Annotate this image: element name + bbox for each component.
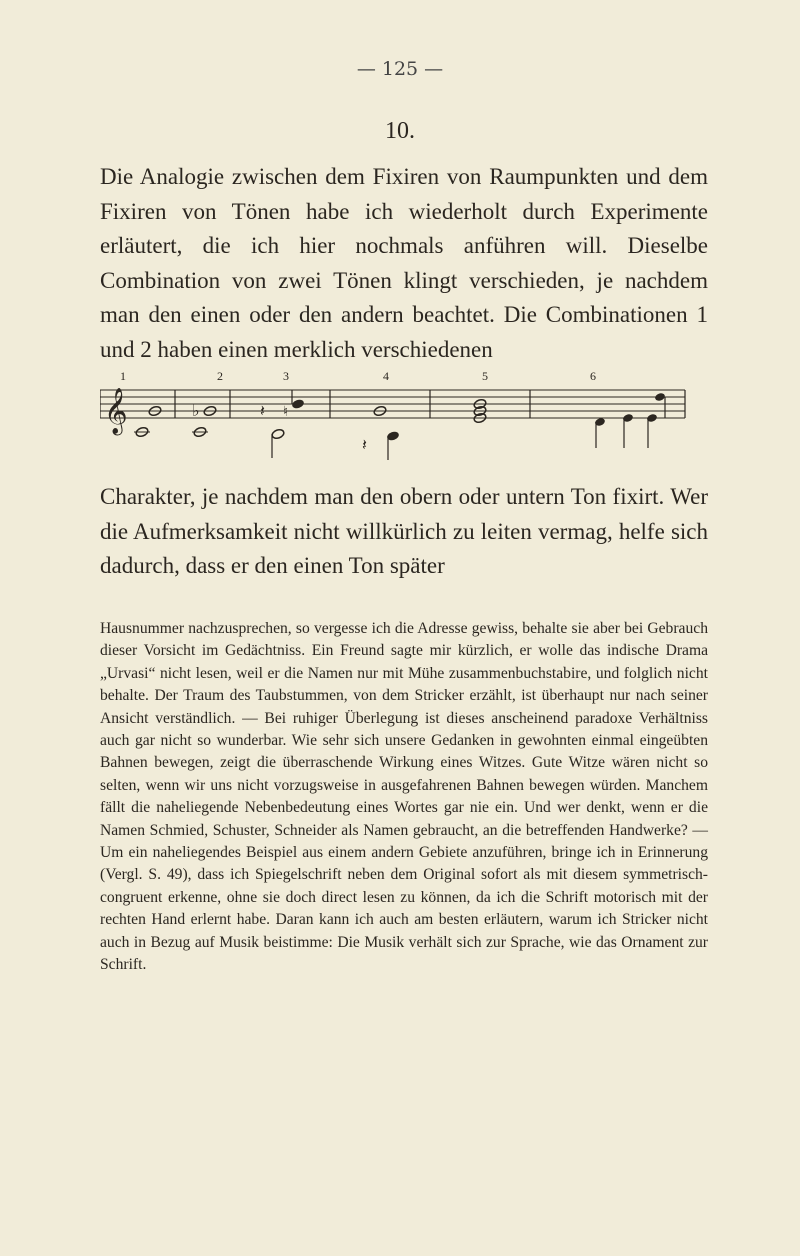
music-example — [100, 360, 720, 470]
footnote-text: Hausnummer nachzusprechen, so vergesse ich die Adresse gewiss, behalte sie aber bei Gebrauch dieser Vorsicht im Gedächtniss. Ein Freund sagte mir kürzlich, er wolle das indische Drama „Urvasi“ nicht lesen, weil er die Namen nur mit Mühe zusammenbuchstabire, und folglich nicht behalte. Der Traum des Taubstummen, von dem Stricker erzählt, ist überhaupt nur nach seiner Ansicht verständlich. — Bei ruhiger Überlegung ist dieses anscheinend paradoxe Verhältniss auch gar nicht so wunderbar. Wie sehr sich unsere Gedanken in gewohnten einmal eingeübten Bahnen bewegen, zeigt die überraschende Wirkung eines Witzes. Gute Witze wären nicht so selten, wenn wir uns nicht vorzugsweise in ausgefahrenen Bahnen bewegen würden. Manchem fällt die naheliegende Nebenbedeutung eines Wortes gar nie ein. Und wer denkt, wenn er die Namen Schmied, Schuster, Schneider als Namen gebraucht, an die betreffenden Handwerke? — Um ein naheliegendes Beispiel aus einem andern Gebiete anzuführen, bringe ich in Erinnerung (Vergl. S. 49), dass ich Spiegelschrift neben dem Original sofort als mit diesem symmetrisch-congruent erkenne, ohne sie doch direct lesen zu können, da ich die Schrift motorisch mit der rechten Hand erlernt habe. Daran kann ich auch am besten erläutern, warum ich Stricker nicht auch in Bezug auf Musik beistimme: Die Musik verhält sich zur Sprache, wie das Ornament zur Schrift. — [100, 620, 708, 974]
music-staff-figure — [100, 360, 720, 470]
measure-label-1: 1 — [120, 369, 126, 383]
note-icon — [291, 398, 305, 410]
staff-lines — [100, 390, 685, 418]
body-paragraph-intro: Die Analogie zwischen dem Fixiren von Raumpunkten und dem Fixiren von Tönen habe ich wiederholt durch Experimente erläutert, die ich hier nochmals anführen will. Dieselbe Combination von zwei Tönen klingt verschieden, je nachdem man den einen oder den andern beachtet. Die Combinationen 1 und 2 haben einen merklich verschiedenen — [100, 164, 708, 362]
body-paragraph-continuation: Charakter, je nachdem man den obern oder untern Ton fixirt. Wer die Aufmerksamkeit nicht willkürlich zu leiten vermag, helfe sich dadurch, dass er den einen Ton später — [100, 484, 708, 578]
note-icon — [271, 428, 285, 440]
measure-label-6: 6 — [590, 369, 596, 383]
treble-clef-icon: 𝄞 — [104, 388, 128, 434]
rest-icon: 𝄽 — [362, 435, 367, 454]
rest-icon: 𝄽 — [260, 401, 265, 420]
measure-label-2: 2 — [217, 369, 223, 383]
page-number: — 125 — — [356, 58, 444, 80]
section-heading: 10. — [385, 118, 415, 144]
measure-label-3: 3 — [283, 369, 289, 383]
note-icon — [654, 392, 666, 402]
natural-icon: ♮ — [283, 404, 289, 420]
note-stems — [596, 397, 665, 448]
flat-icon: ♭ — [192, 401, 200, 420]
measure-label-4: 4 — [383, 369, 389, 383]
measure-label-5: 5 — [482, 369, 488, 383]
